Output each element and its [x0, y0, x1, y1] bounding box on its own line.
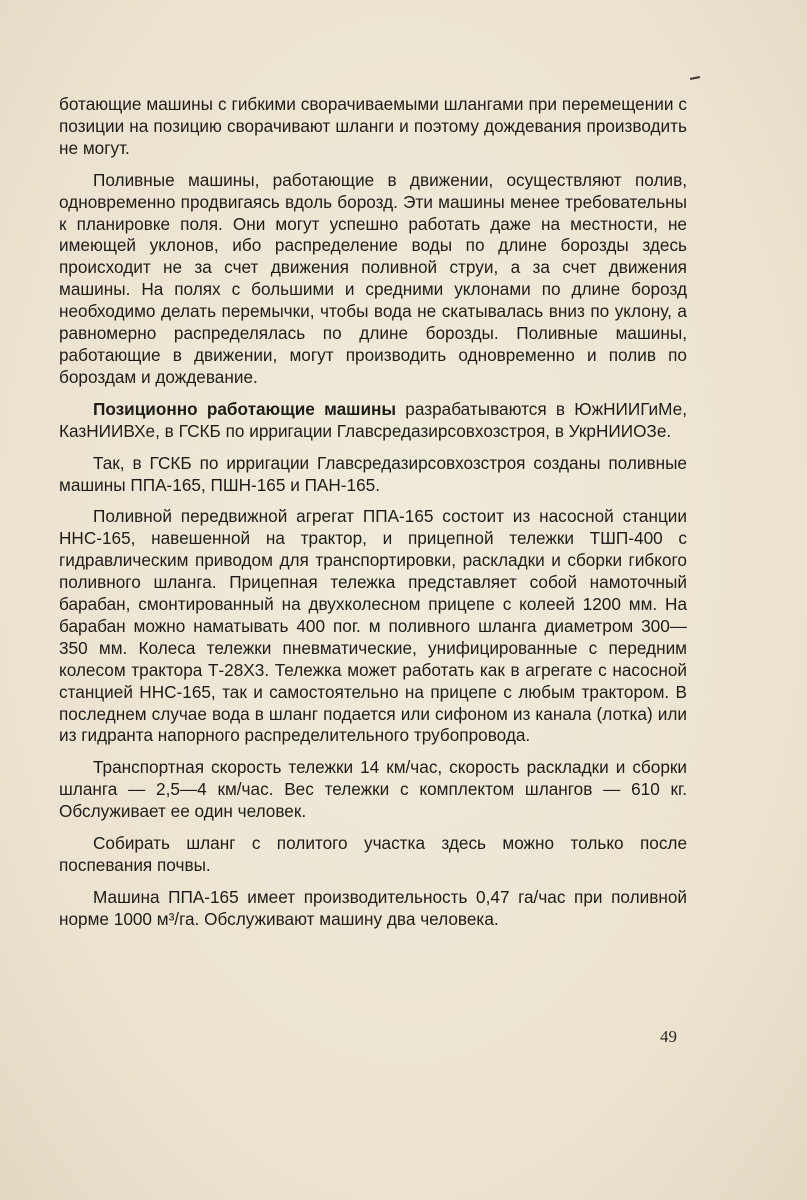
paragraph-4: Так, в ГСКБ по ирригации Главсредазирсовхозстроя созданы поливные машины ППА-165, ПШН-165 и ПАН-165.	[59, 452, 687, 495]
page-number: 49	[660, 1027, 677, 1046]
paragraph-1: ботающие машины с гибкими сворачиваемыми шлангами при перемещении с позиции на позицию сворачивают шланги и поэтому дождевания производить не могут.	[59, 94, 687, 158]
paragraph-3-rest: разрабатываются в ЮжНИИГиМе, КазНИИВХе, в ГСКБ по ирригации Главсредазирсовхозстроя, в УкрНИИОЗе.	[59, 398, 687, 441]
print-mark	[690, 76, 700, 80]
paragraph-3	[59, 399, 687, 443]
paragraph-8: Машина ППА-165 имеет производительность 0,47 га/час при поливной норме 1000 м³/га. Обслуживают машину два человека.	[59, 886, 687, 929]
paragraph-7: Собирать шланг с политого участка здесь можно только после поспевания почвы.	[59, 833, 687, 875]
paragraph-5: Поливной передвижной агрегат ППА-165 состоит из насосной станции ННС-165, навешенной на трактор, и прицепной тележки ТШП-400 с гидравлическим приводом для транспортировки, раскладки и сборки гибкого поливного шланга. Прицепная тележка представляет собой намоточный барабан, смонтированный на двухколесном прицепе с колеей 1200 мм. На барабан можно наматывать 400 пог. м поливного шланга диаметром 300—350 мм. Колеса тележки пневматические, унифицированные с передним колесом трактора Т-28Х3. Тележка может работать как в агрегате с насосной станцией ННС-165, так и самостоятельно на прицепе с любым трактором. В последнем случае вода в шланг подается или сифоном из канала (лотка) или из гидранта напорного распределительного трубопровода.	[59, 506, 687, 746]
paragraph-2: Поливные машины, работающие в движении, осуществляют полив, одновременно продвигаясь вдоль борозд. Эти машины менее требовательны к планировке поля. Они могут успешно работать даже на местности, не имеющей уклонов, ибо распределение воды по длине борозды здесь происходит не за счет движения поливной струи, а за счет движения машины. На полях с большими и средними уклонами по длине борозд необходимо делать перемычки, чтобы вода не скатывалась вниз по уклону, а равномерно распределялась по длине борозды. Поливные машины, работающие в движении, могут производить одновременно и полив по бороздам и дождевание.	[59, 169, 687, 387]
paragraph-6: Транспортная скорость тележки 14 км/час, скорость раскладки и сборки шланга — 2,5—4 км/час. Вес тележки с комплектом шлангов — 610 кг. Обслуживает ее один человек.	[59, 757, 687, 822]
body-text	[59, 94, 687, 931]
bold-lead: Позиционно работающие машины	[93, 398, 397, 419]
